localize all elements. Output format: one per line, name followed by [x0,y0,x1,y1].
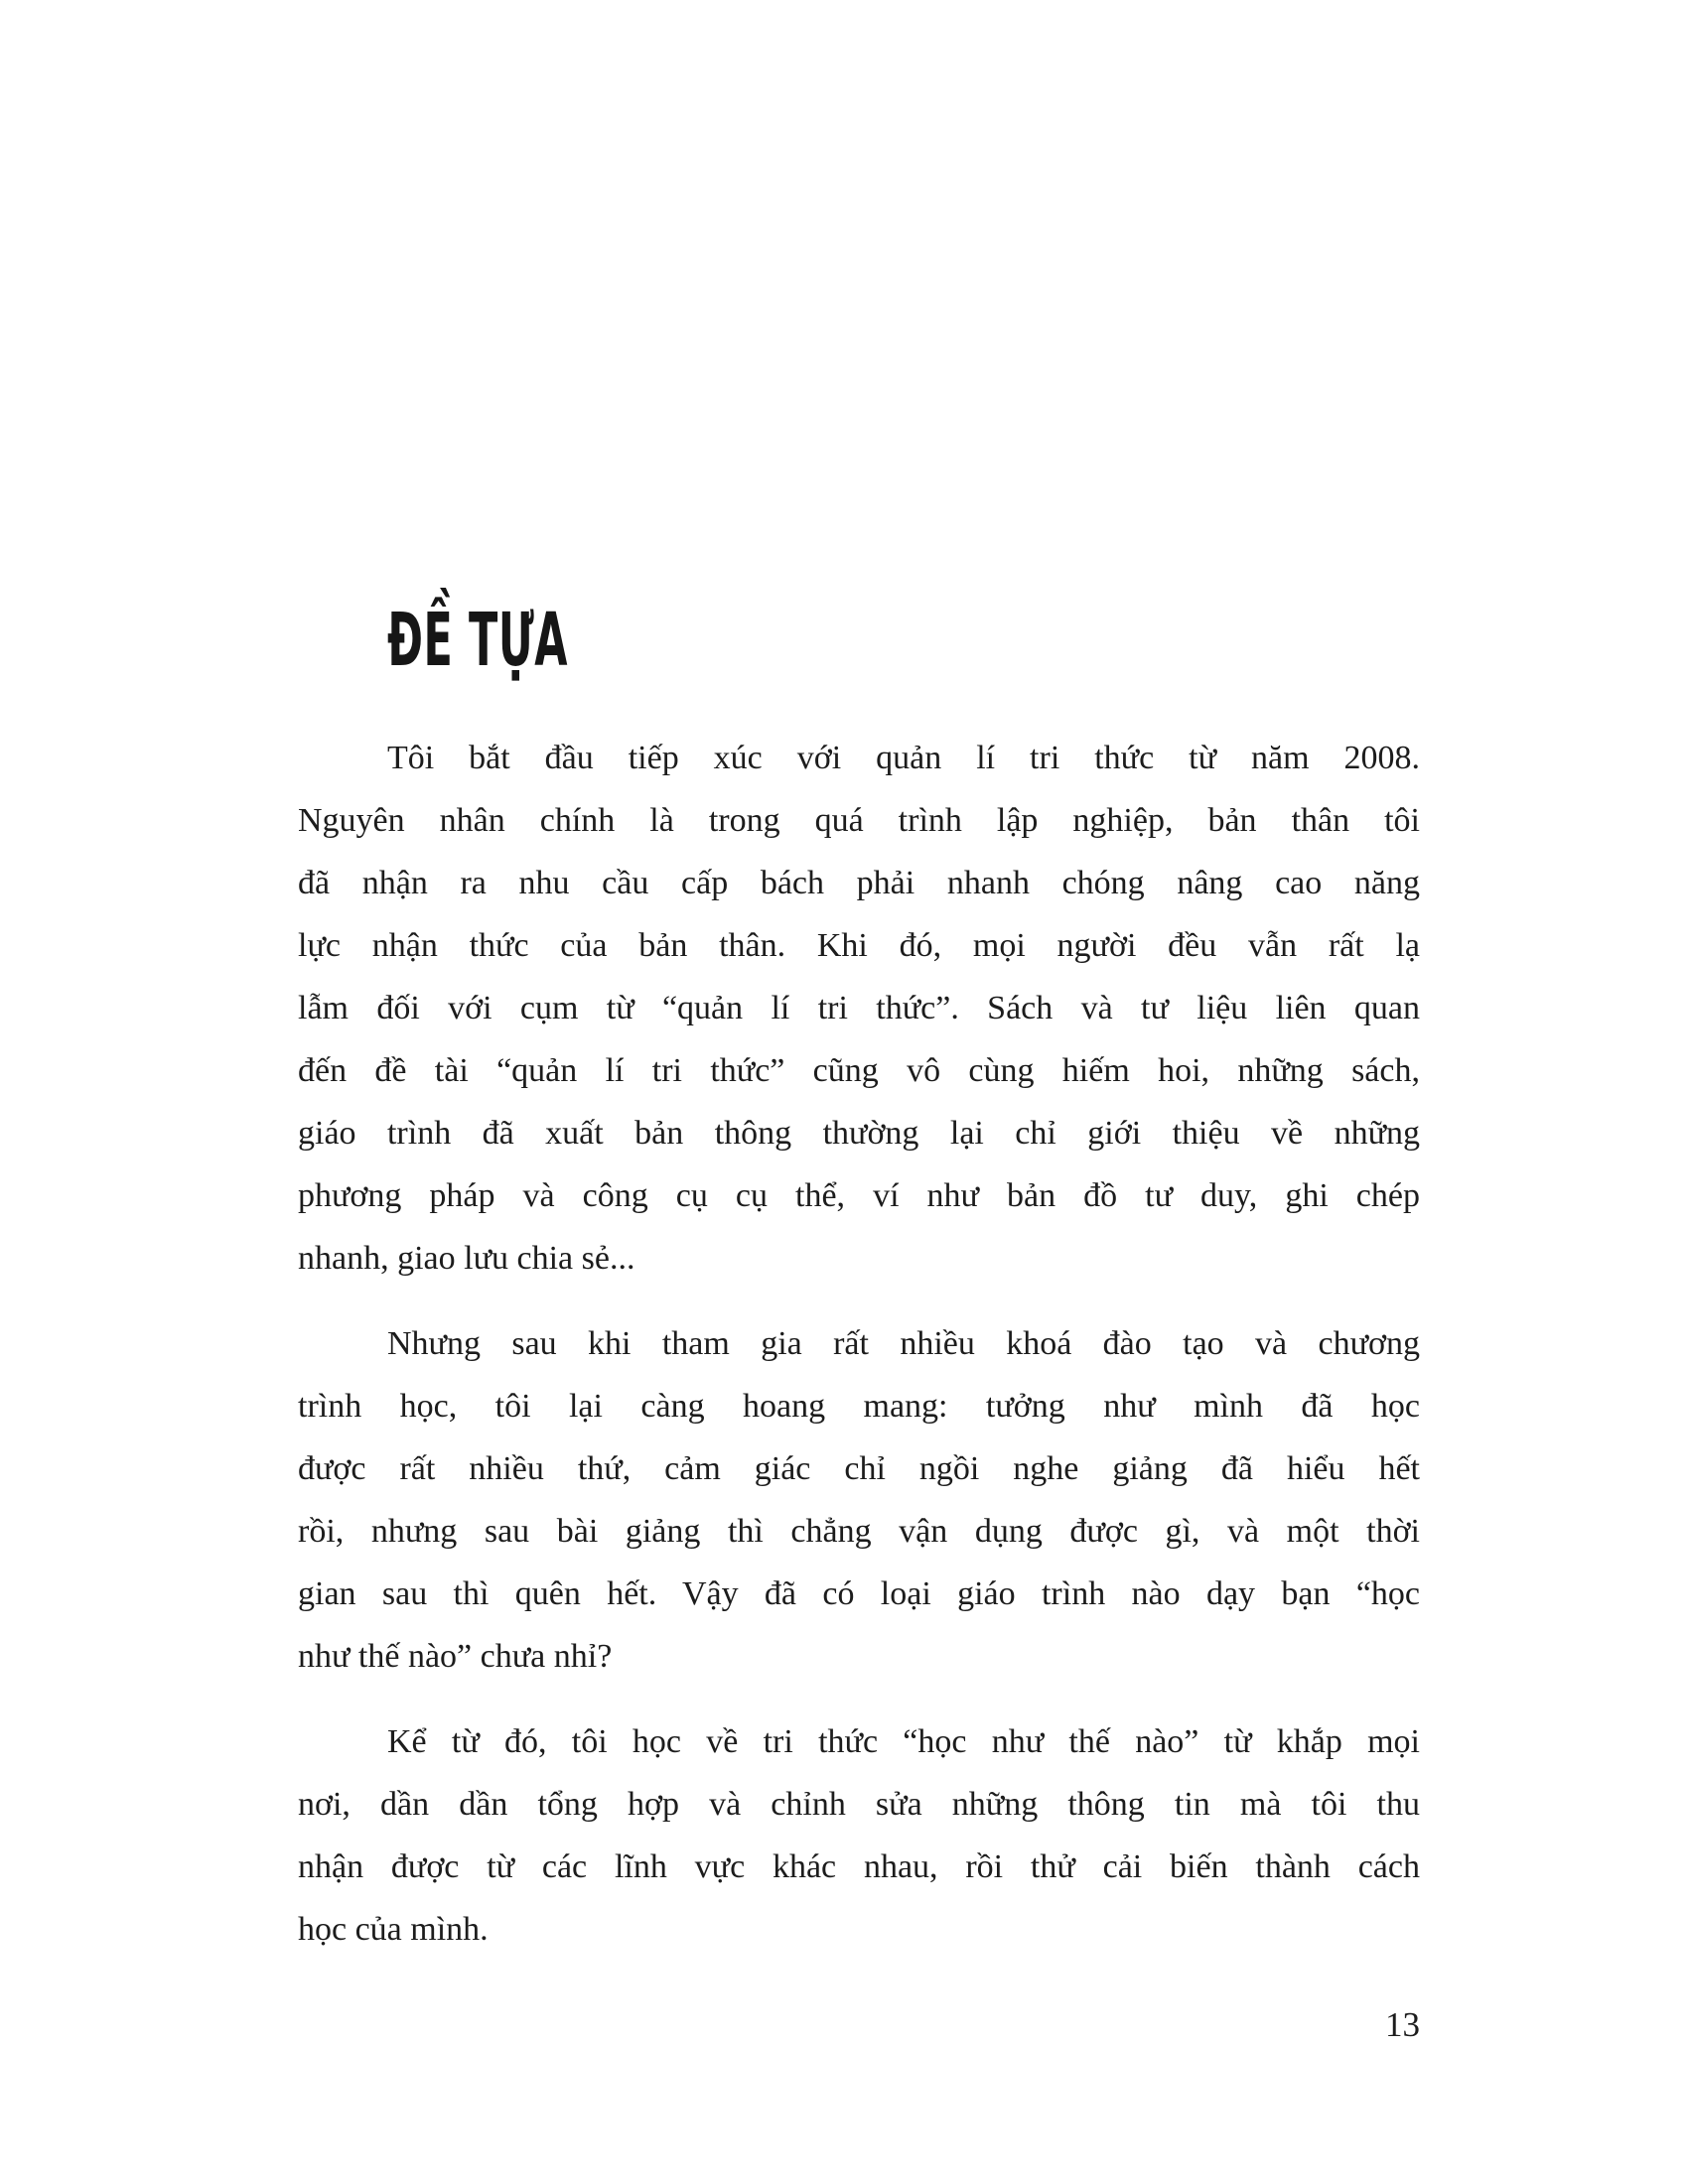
text-line: nhanh, giao lưu chia sẻ... [298,1240,635,1277]
text-line: Kể từ đó, tôi học về tri thức “học như thế nào” từ khắp mọi [387,1723,1420,1760]
text-line: Nguyên nhân chính là trong quá trình lập nghiệp, bản thân tôi [298,802,1420,839]
text-line: như thế nào” chưa nhỉ? [298,1638,613,1675]
text-line: nơi, dần dần tổng hợp và chỉnh sửa những thông tin mà tôi thu [298,1786,1420,1823]
text-line: lẫm đối với cụm từ “quản lí tri thức”. Sách và tư liệu liên quan [298,990,1420,1026]
paragraph [298,727,1420,1290]
text-line: phương pháp và công cụ cụ thể, ví như bản đồ tư duy, ghi chép [298,1177,1420,1214]
text-line: Tôi bắt đầu tiếp xúc với quản lí tri thức từ năm 2008. [387,740,1420,776]
text-line: nhận được từ các lĩnh vực khác nhau, rồi thử cải biến thành cách [298,1848,1420,1885]
page-number: 13 [1385,2005,1420,2044]
text-line: gian sau thì quên hết. Vậy đã có loại giáo trình nào dạy bạn “học [298,1575,1420,1612]
page-title: ĐỀ TỰA [387,598,569,683]
text-line: trình học, tôi lại càng hoang mang: tưởng như mình đã học [298,1388,1420,1425]
paragraph [298,1312,1420,1688]
text-line: đã nhận ra nhu cầu cấp bách phải nhanh chóng nâng cao năng [298,865,1420,901]
text-line: đến đề tài “quản lí tri thức” cũng vô cùng hiếm hoi, những sách, [298,1052,1420,1089]
text-line: giáo trình đã xuất bản thông thường lại chỉ giới thiệu về những [298,1115,1420,1152]
text-line: được rất nhiều thứ, cảm giác chỉ ngồi nghe giảng đã hiểu hết [298,1450,1420,1487]
text-line: Nhưng sau khi tham gia rất nhiều khoá đào tạo và chương [387,1325,1420,1362]
text-line: học của mình. [298,1911,489,1948]
text-line: rồi, nhưng sau bài giảng thì chẳng vận dụng được gì, và một thời [298,1513,1420,1550]
paragraph [298,1710,1420,1961]
text-line: lực nhận thức của bản thân. Khi đó, mọi người đều vẫn rất lạ [298,927,1420,964]
